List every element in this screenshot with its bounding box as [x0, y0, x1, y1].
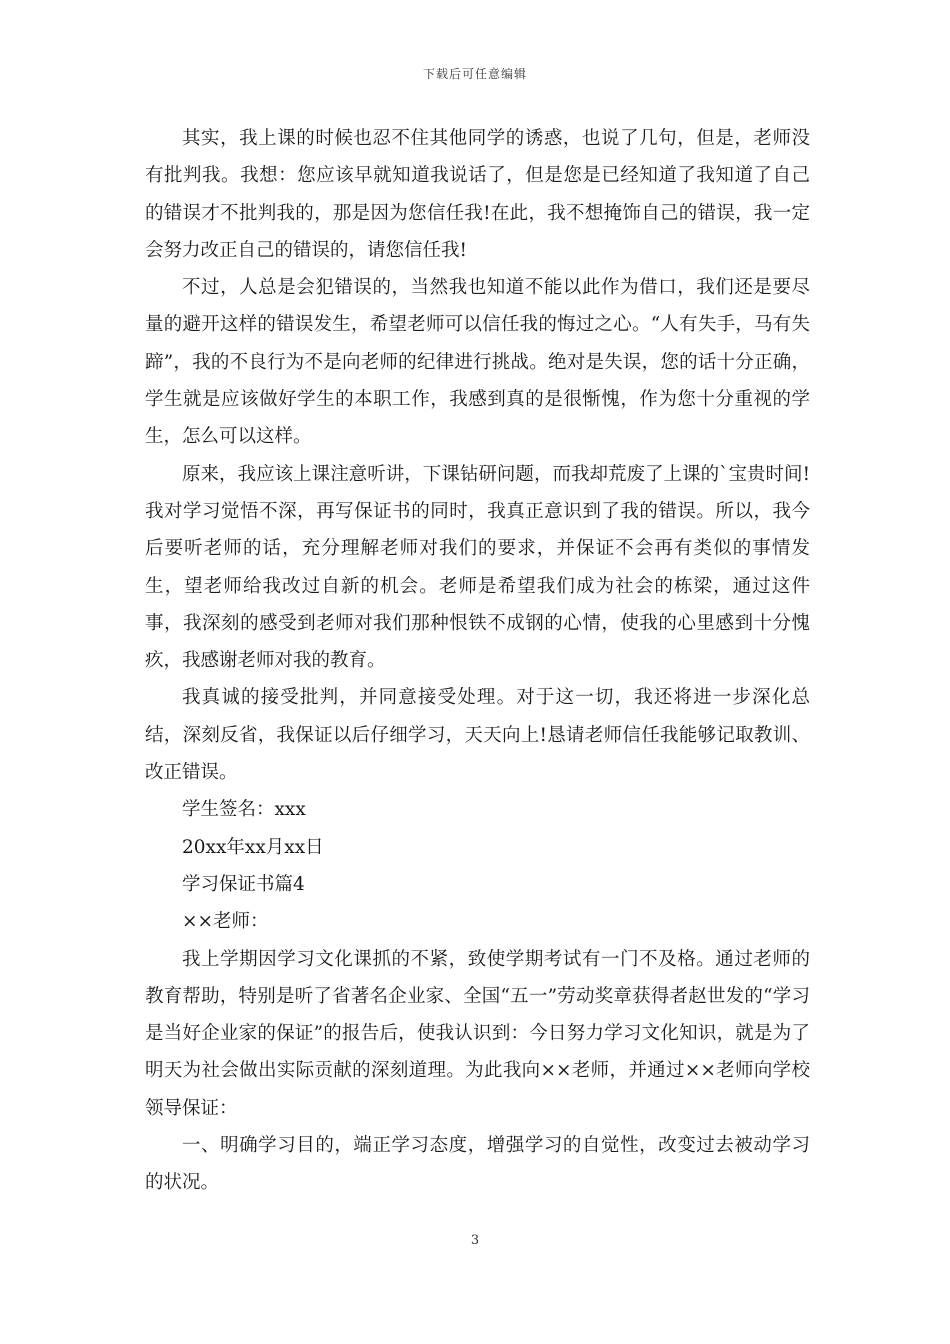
section-title: 学习保证书篇4	[182, 873, 305, 895]
paragraph: 原来，我应该上课注意听讲，下课钻研问题，而我却荒废了上课的`宝贵时间!我对学习觉悟不深，再写保证书的同时，我真正意识到了我的错误。所以，我今后要听老师的话，充分理解老师对我们的要求，并保证不会再有类似的事情发生，望老师给我改过自新的机会。老师是希望我们成为社会的栋梁，通过这件事，我深刻的感受到老师对我们那种恨铁不成钢的心情，使我的心里感到十分愧疚，我感谢老师对我的教育。	[145, 463, 810, 672]
paragraph: 我真诚的接受批判，并同意接受处理。对于这一切，我还将进一步深化总结，深刻反省，我保证以后仔细学习，天天向上!恳请老师信任我能够记取教训、改正错误。	[145, 687, 811, 784]
page-number: 3	[470, 1233, 480, 1248]
page-header: 下载后可任意编辑	[422, 67, 527, 81]
paragraph: 我上学期因学习文化课抓的不紧，致使学期考试有一门不及格。通过老师的教育帮助，特别是听了省著名企业家、全国“五一”劳动奖章获得者赵世发的“学习是当好企业家的保证”的报告后，使我认识到：今日努力学习文化知识，就是为了明天为社会做出实际贡献的深刻道理。为此我向××老师，并通过××老师向学校领导保证：	[145, 948, 810, 1119]
document-body	[145, 120, 810, 1202]
paragraph: 一、明确学习目的，端正学习态度，增强学习的自觉性，改变过去被动学习的状况。	[145, 1135, 810, 1194]
salutation: ××老师：	[182, 911, 269, 933]
paragraph: 其实，我上课的时候也忍不住其他同学的诱惑，也说了几句，但是，老师没有批判我。我想：您应该早就知道我说话了，但是您是已经知道了我知道了自己的错误才不批判我的，那是因为您信任我!在此，我不想掩饰自己的错误，我一定会努力改正自己的错误的，请您信任我!	[145, 128, 810, 261]
signature-line: 学生签名：xxx	[182, 799, 306, 821]
paragraph: 不过，人总是会犯错误的，当然我也知道不能以此作为借口，我们还是要尽量的避开这样的错误发生，希望老师可以信任我的悔过之心。“人有失手，马有失蹄”，我的不良行为不是向老师的纪律进行挑战。绝对是失误，您的话十分正确，学生就是应该做好学生的本职工作，我感到真的是很惭愧，作为您十分重视的学生，怎么可以这样。	[145, 277, 810, 448]
date-line: 20xx年xx月xx日	[182, 836, 324, 858]
